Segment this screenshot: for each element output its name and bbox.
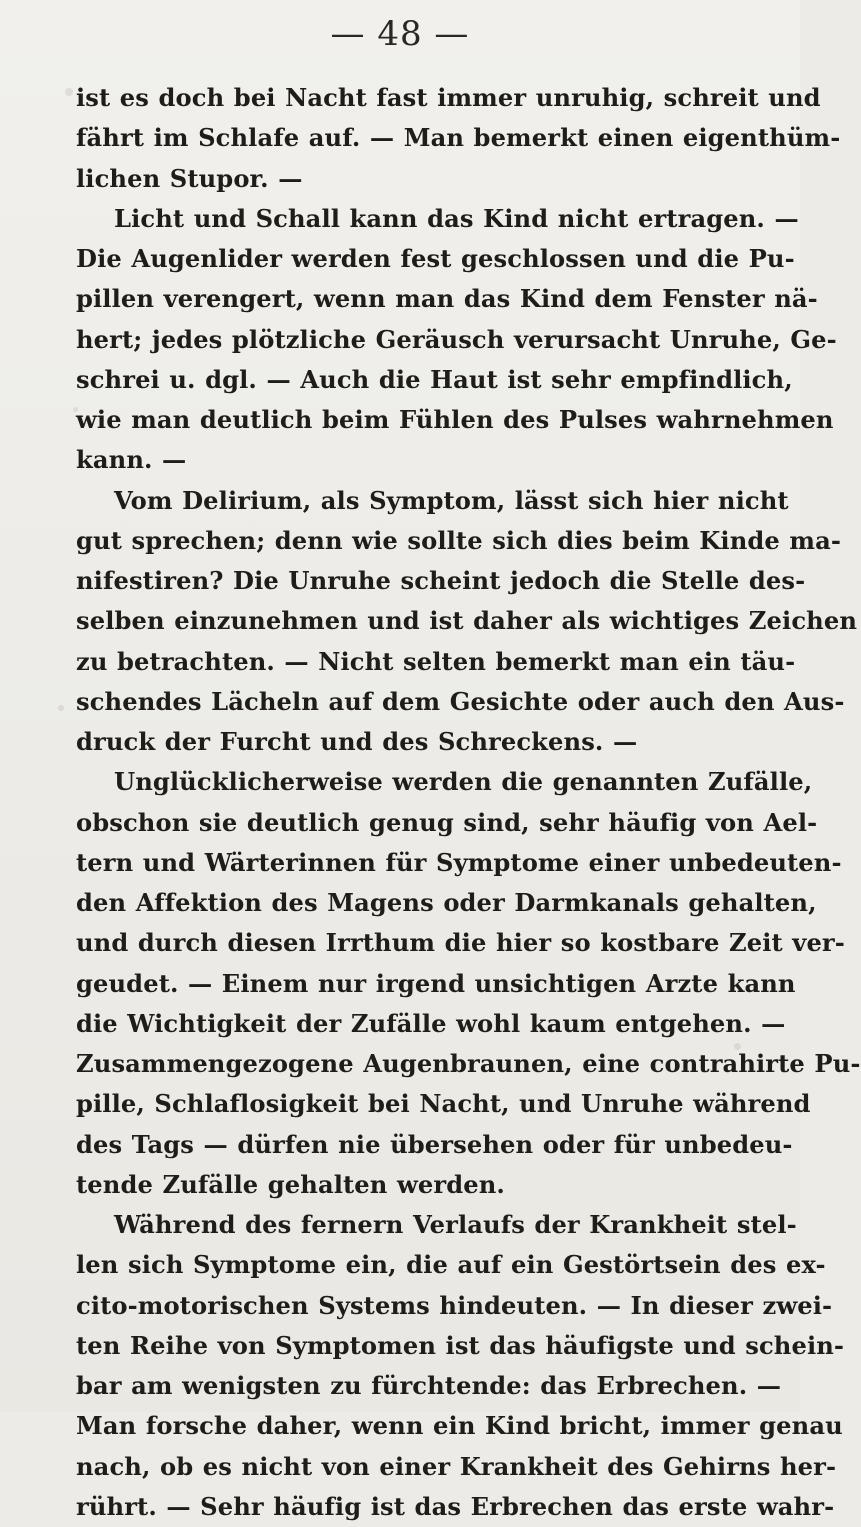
text-line: Vom Delirium, als Symptom, lässt sich hier nicht [114,485,789,515]
text-line: geudet. — Einem nur irgend unsichtigen Arzte kann [76,968,796,998]
text-line: nach, ob es nicht von einer Krankheit des Gehirns her- [76,1451,837,1481]
text-line: rührt. — Sehr häufig ist das Erbrechen das erste wahr- [76,1491,835,1521]
text-line: lichen Stupor. — [76,163,303,193]
text-line: zu betrachten. — Nicht selten bemerkt man ein täu- [76,646,796,676]
text-line: Die Augenlider werden fest geschlossen und die Pu- [76,244,795,273]
text-line: Während des fernern Verlaufs der Krankheit stel- [114,1210,797,1239]
text-line: pillen verengert, wenn man das Kind dem Fenster nä- [76,284,818,314]
text-line: nifestiren? Die Unruhe scheint jedoch die Stelle des- [76,566,806,595]
text-line: gut sprechen; denn wie sollte sich dies beim Kinde ma- [76,525,842,555]
text-line: Unglücklicherweise werden die genannten Zufälle, [114,767,813,797]
text-line: Man forsche daher, wenn ein Kind bricht, immer genau [76,1411,843,1441]
page-speck [58,705,64,711]
text-line: schendes Lächeln auf dem Gesichte oder auch den Aus- [76,686,845,716]
text-line: Licht und Schall kann das Kind nicht ertragen. — [114,203,799,233]
text-line: kann. — [76,445,187,475]
text-line: die Wichtigkeit der Zufälle wohl kaum entgehen. — [76,1008,786,1038]
text-line: wie man deutlich beim Fühlen des Pulses wahrnehmen [76,405,834,434]
page-number: — 48 — [330,14,470,54]
body-text [76,78,861,1527]
text-line: ist es doch bei Nacht fast immer unruhig, schreit und [76,83,821,112]
text-line: hert; jedes plötzliche Geräusch verursacht Unruhe, Ge- [76,324,837,354]
page-speck [65,88,73,96]
text-line: ten Reihe von Symptomen ist das häufigste und schein- [76,1330,845,1360]
text-line: pille, Schlaflosigkeit bei Nacht, und Unruhe während [76,1089,811,1119]
text-line: schrei u. dgl. — Auch die Haut ist sehr empfindlich, [76,364,793,394]
text-line: fährt im Schlafe auf. — Man bemerkt einen eigenthüm- [76,123,841,153]
text-line: selben einzunehmen und ist daher als wichtiges Zeichen [76,606,858,636]
text-line: obschon sie deutlich genug sind, sehr häufig von Ael- [76,807,818,837]
text-line: Zusammengezogene Augenbraunen, eine contrahirte Pu- [76,1049,861,1078]
text-line: bar am wenigsten zu fürchtende: das Erbrechen. — [76,1371,782,1400]
text-line: des Tags — dürfen nie übersehen oder für unbedeu- [76,1129,793,1159]
text-line: len sich Symptome ein, die auf ein Gestörtsein des ex- [76,1250,826,1280]
text-line: tern und Wärterinnen für Symptome einer unbedeuten- [76,847,842,877]
text-line: cito-motorischen Systems hindeuten. — In dieser zwei- [76,1290,833,1320]
text-line: den Affektion des Magens oder Darmkanals gehalten, [76,888,817,917]
text-line: druck der Furcht und des Schreckens. — [76,727,638,756]
text-line: und durch diesen Irrthum die hier so kostbare Zeit ver- [76,928,845,958]
text-line: tende Zufälle gehalten werden. [76,1169,505,1199]
